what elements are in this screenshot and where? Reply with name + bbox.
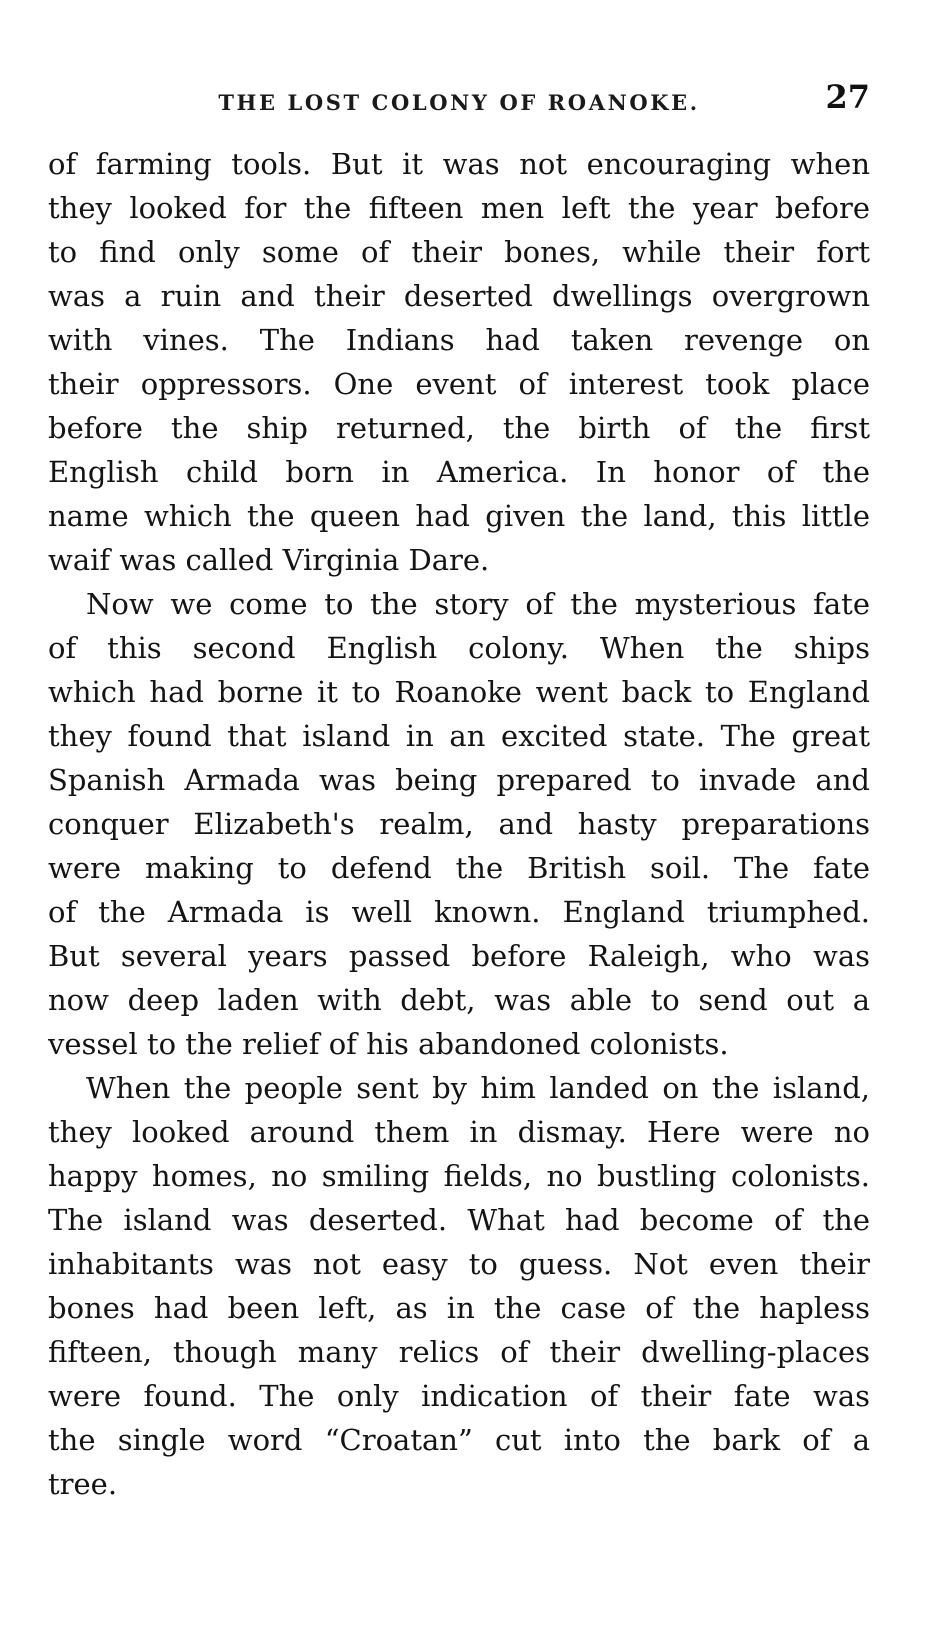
text-line: fifteen, though many relics of their dwelling-places (48, 1335, 870, 1369)
paragraph-1 (48, 142, 870, 582)
text-line: before the ship returned, the birth of the first (48, 411, 870, 445)
text-line: English child born in America. In honor of the (48, 455, 870, 489)
text-line: now deep laden with debt, was able to send out a (48, 983, 870, 1017)
text-line: tree. (48, 1467, 118, 1501)
text-line: When the people sent by him landed on the island, (86, 1071, 870, 1105)
text-line: the single word “Croatan” cut into the bark of a (48, 1423, 870, 1457)
text-line: of farming tools. But it was not encouraging when (48, 147, 870, 181)
text-line: to find only some of their bones, while their fort (48, 235, 870, 269)
text-line: of this second English colony. When the ships (48, 631, 870, 665)
text-line: waif was called Virginia Dare. (48, 543, 490, 577)
text-line: they looked for the fifteen men left the year before (48, 191, 870, 225)
running-title: THE LOST COLONY OF ROANOKE. (218, 90, 700, 115)
text-line: with vines. The Indians had taken revenge on (48, 323, 870, 357)
text-line: The island was deserted. What had become of the (48, 1203, 870, 1237)
text-line: of the Armada is well known. England triumphed. (48, 895, 870, 929)
body-text (48, 142, 870, 1506)
text-line: which had borne it to Roanoke went back to England (48, 675, 870, 709)
text-line: were making to defend the British soil. The fate (48, 851, 870, 885)
text-line: Spanish Armada was being prepared to invade and (48, 763, 870, 797)
paragraph-3 (48, 1066, 870, 1506)
text-line: happy homes, no smiling fields, no bustling colonists. (48, 1159, 870, 1193)
text-line: name which the queen had given the land, this little (48, 499, 870, 533)
text-line: their oppressors. One event of interest took place (48, 367, 870, 401)
text-line: Now we come to the story of the mysterious fate (86, 587, 870, 621)
text-line: they looked around them in dismay. Here were no (48, 1115, 870, 1149)
page-number: 27 (825, 78, 870, 116)
text-line: inhabitants was not easy to guess. Not even their (48, 1247, 870, 1281)
text-line: But several years passed before Raleigh, who was (48, 939, 870, 973)
text-line: conquer Elizabeth's realm, and hasty preparations (48, 807, 870, 841)
text-line: were found. The only indication of their fate was (48, 1379, 870, 1413)
text-line: bones had been left, as in the case of the hapless (48, 1291, 870, 1325)
text-line: they found that island in an excited state. The great (48, 719, 870, 753)
running-head (48, 78, 870, 118)
paragraph-2 (48, 582, 870, 1066)
text-line: vessel to the relief of his abandoned colonists. (48, 1027, 729, 1061)
text-line: was a ruin and their deserted dwellings overgrown (48, 279, 870, 313)
